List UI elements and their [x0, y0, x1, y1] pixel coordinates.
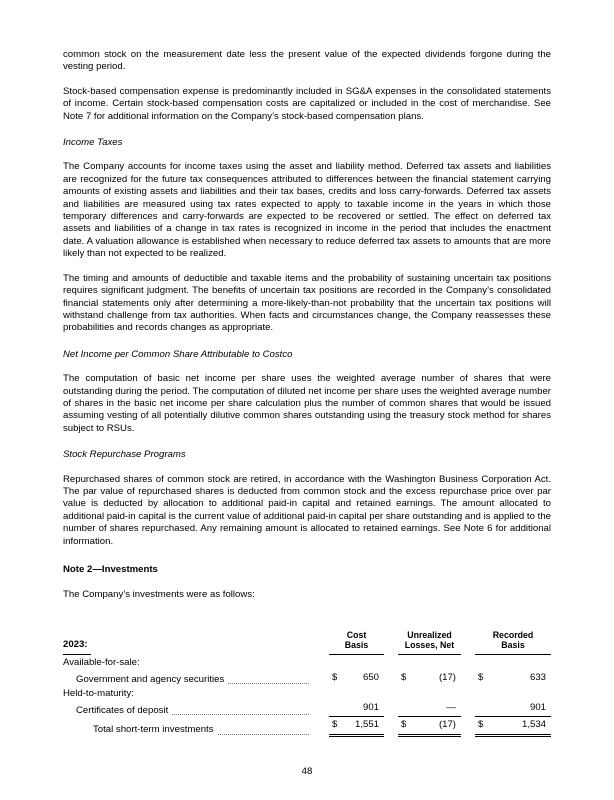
- column-header-line: Recorded: [492, 629, 534, 640]
- paragraph-stock-repurchase: Repurchased shares of common stock are retired, in accordance with the Washington Business Corporation Act. The par value of repurchased shares is deducted from common stock and the excess repurchase price over par value is deducted by allocation to additional paid-in capital and retained earnings. The amount allocated to additional paid-in capital is the current value of additional paid-in capital per share outstanding and is applied to the number of shares repurchased. Any remaining amount is allocated to retained earnings. See Note 6 for additional information.: [63, 473, 551, 547]
- row-label: Government and agency securities: [76, 673, 225, 685]
- currency-symbol: $: [401, 719, 407, 731]
- cell-value: 901: [529, 702, 546, 714]
- table-row-government-securities: [63, 671, 551, 686]
- column-header-line: Unrealized: [407, 629, 452, 640]
- row-label: Total short-term investments: [93, 724, 214, 736]
- table-year-cell: [63, 639, 315, 654]
- table-header-row: [63, 630, 551, 655]
- cell-value: 901: [362, 702, 379, 714]
- row-label: Available-for-sale:: [63, 657, 140, 669]
- heading-note2-investments: Note 2—Investments: [63, 564, 158, 575]
- row-label-cell: [63, 724, 315, 736]
- cell-unrealized-losses: [398, 671, 461, 686]
- heading-stock-repurchase-programs: Stock Repurchase Programs: [63, 449, 186, 461]
- cell-recorded-basis: [475, 671, 551, 686]
- paragraph-stock-compensation: Stock-based compensation expense is predominantly included in SG&A expenses in the consolidated statements of income. Certain stock-based compensation costs are capitalized or included in the cost of merchandise. See Note 7 for additional information on the Company’s stock-based compensation plans.: [63, 85, 551, 122]
- cell-cost-basis: [329, 701, 384, 717]
- column-header-unrealized-losses: [398, 630, 461, 655]
- row-label: Certificates of deposit: [76, 705, 169, 717]
- cell-value: (17): [438, 671, 456, 683]
- cell-cost-basis: [329, 671, 384, 686]
- currency-symbol: $: [401, 671, 407, 683]
- row-label-cell: [63, 657, 551, 669]
- cell-unrealized-losses: [398, 701, 461, 717]
- table-row-certificates-of-deposit: [63, 701, 551, 717]
- row-label-cell: [63, 674, 315, 686]
- dot-leader: [172, 714, 309, 715]
- dot-leader: [218, 734, 310, 735]
- heading-income-taxes: Income Taxes: [63, 137, 123, 149]
- paragraph-investments-intro: The Company’s investments were as follows:: [63, 589, 255, 601]
- table-row-held-to-maturity: [63, 687, 551, 700]
- column-header-cost-basis: [329, 630, 384, 655]
- cell-value: 633: [529, 671, 546, 683]
- column-header-line: Losses, Net: [404, 640, 455, 651]
- currency-symbol: $: [478, 671, 484, 683]
- currency-symbol: $: [478, 719, 484, 731]
- paragraph-income-taxes-2: The timing and amounts of deductible and taxable items and the probability of sustaining uncertain tax positions requires significant judgment. The benefits of uncertain tax positions are recorded in the Company’s consolidated financial statements only after determining a more-likely-than-not probability that the uncertain tax positions will withstand challenge from tax authorities. When facts and circumstances change, the Company reassesses these probabilities and records changes as appropriate.: [63, 272, 551, 334]
- row-label-cell: [63, 705, 315, 717]
- column-header-line: Basis: [344, 640, 369, 651]
- cell-value: (17): [438, 719, 456, 731]
- cell-unrealized-losses: [398, 718, 461, 736]
- cell-recorded-basis: [475, 701, 551, 717]
- row-label: Held-to-maturity:: [63, 687, 134, 699]
- cell-value: 1,551: [354, 719, 379, 731]
- year-label: 2023:: [63, 639, 91, 654]
- table-row-available-for-sale: [63, 657, 551, 670]
- column-header-recorded-basis: [475, 630, 551, 655]
- table-row-total-short-term-investments: [63, 718, 551, 736]
- cell-recorded-basis: [475, 718, 551, 736]
- heading-net-income-per-share: Net Income per Common Share Attributable to Costco: [63, 348, 293, 360]
- column-header-line: Cost: [346, 629, 367, 640]
- cell-value: 650: [362, 671, 379, 683]
- row-label-cell: [63, 688, 551, 700]
- dot-leader: [228, 683, 309, 684]
- paragraph-net-income-per-share: The computation of basic net income per share uses the weighted average number of shares that were outstanding during the period. The computation of diluted net income per share uses the weighted average number of shares in the basic net income per share calculation plus the number of common shares that would be issued assuming vesting of all potentially dilutive common shares outstanding using the treasury stock method for shares subject to RSUs.: [63, 373, 551, 434]
- paragraph-vesting-period: common stock on the measurement date less the present value of the expected dividends forgone during the vesting period.: [63, 49, 551, 73]
- cell-cost-basis: [329, 718, 384, 736]
- currency-symbol: $: [332, 671, 338, 683]
- currency-symbol: $: [332, 719, 338, 731]
- cell-value: 1,534: [521, 719, 546, 731]
- investments-table: [63, 630, 551, 737]
- paragraph-income-taxes-1: The Company accounts for income taxes using the asset and liability method. Deferred tax assets and liabilities are recognized for the future tax consequences attributed to differences between the financial statement carrying amounts of existing assets and liabilities and their tax bases, credits and loss carry-forwards. Deferred tax assets and liabilities are measured using tax rates expected to apply to taxable income in the years in which those temporary differences and carry-forwards are expected to be recovered or settled. The effect on deferred tax assets and liabilities of a change in tax rates is recognized in income in the period that includes the enactment date. A valuation allowance is established when necessary to reduce deferred tax assets to amounts that are more likely than not expected to be realized.: [63, 161, 551, 260]
- column-header-line: Basis: [501, 640, 525, 651]
- page-number: 48: [301, 765, 313, 777]
- cell-value: —: [446, 702, 456, 714]
